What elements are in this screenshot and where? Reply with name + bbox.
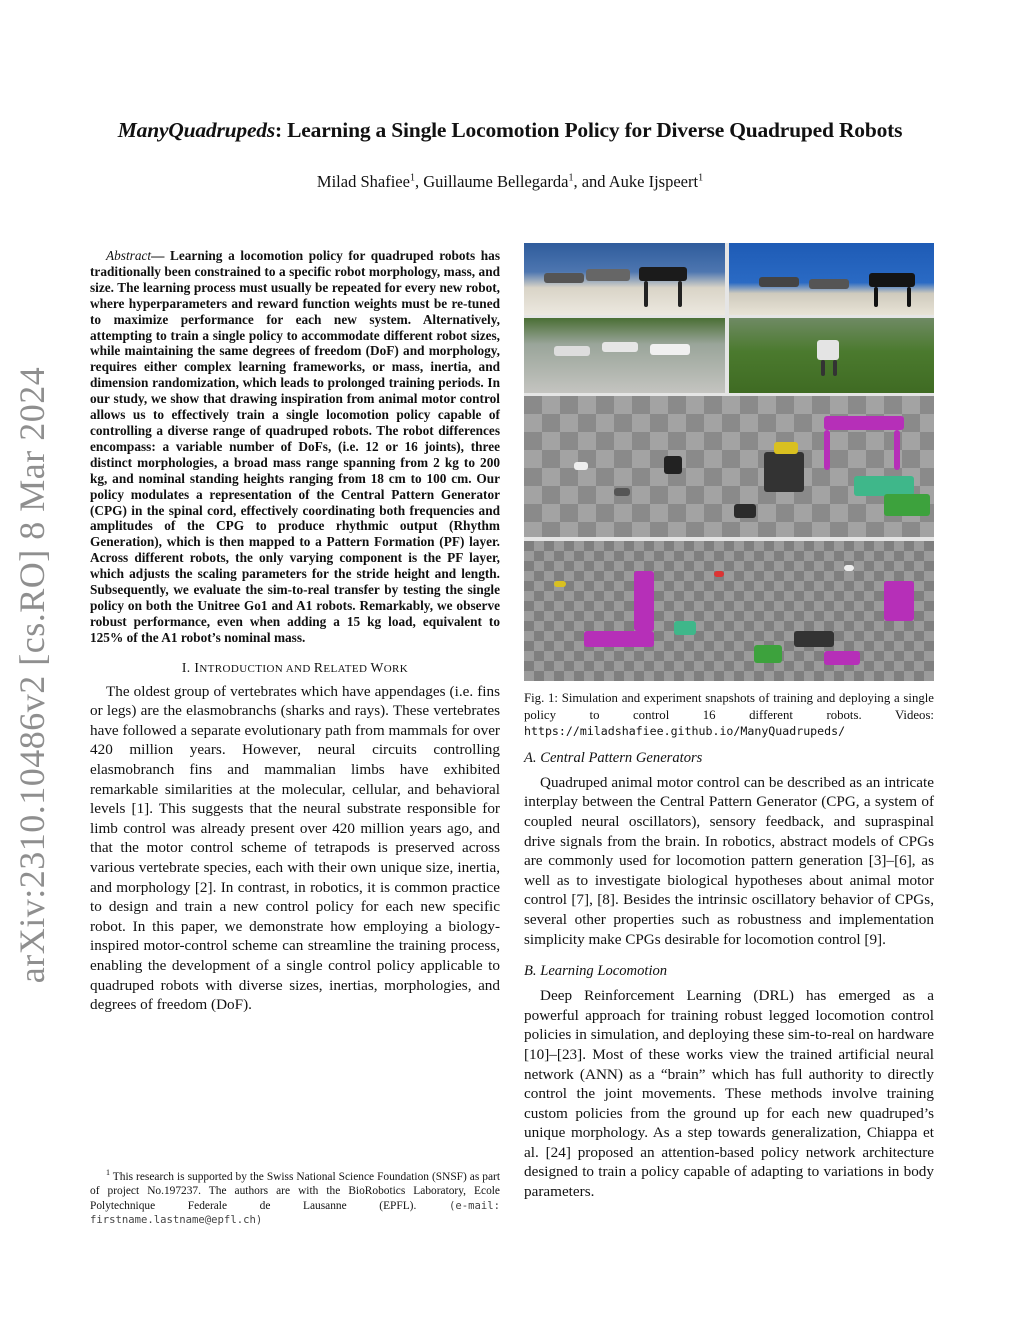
abstract-dash: — (151, 248, 170, 263)
subsection-heading-learning: B. Learning Locomotion (524, 963, 668, 980)
right-column (524, 243, 934, 1202)
title-rest: : Learning a Single Locomotion Policy for Diverse Quadruped Robots (275, 118, 903, 142)
author-3-affil: 1 (698, 172, 704, 184)
author-1-affil: 1 (409, 172, 415, 184)
heading-cap: I (194, 659, 200, 675)
author-2: Guillaume Bellegarda (423, 172, 569, 191)
cpg-paragraph: Quadruped animal motor control can be described as an intricate interplay between the Central Pattern Generator (CPG, a system of coupled neural oscillators), sensory feedback, and supraspinal drive signals from the brain. In robotics, abstract models of CPGs are commonly used for locomotion pattern generation [3]–[6], as well as to investigate biological hypotheses about animal motor control [7], [8]. Besides the intrinsic oscillatory behavior of CPGs, several other properties such as robustness and implementation simplicity make CPGs desirable for locomotion control [9]. (524, 773, 934, 948)
heading-cap: W (370, 659, 384, 675)
arxiv-stamp (2, 355, 62, 995)
footnote (90, 1166, 500, 1227)
caption-text: Fig. 1: Simulation and experiment snapshots of training and deploying a single policy to control 16 different robots. Videos: (524, 691, 934, 722)
author-3: Auke Ijspeert (608, 172, 699, 191)
intro-paragraph: The oldest group of vertebrates which have appendages (i.e. fins or legs) are the elasmobranchs (sharks and rays). These vertebrates have followed a separate evolutionary path from mammals for over 420 million years. However, neural circuits controlling elasmobranch fins and mammalian limbs have exhibited remarkable similarities at the molecular, cellular, and behavioral levels [1]. This suggests that the neural substrate responsible for limb control was already present over 420 million years ago, and that the motor control scheme of tetrapods is preserved across various vertebrate species, each with their own unique size, inertia, and morphology [2]. In contrast, in robotics, it is common practice to design and train a new control policy for each new specific robot. In this paper, we demonstrate how employing a biology-inspired motor-control scheme can streamline the training process, enabling the development of a single control policy applicable to quadruped robots with diverse sizes, inertias, morphologies, and degrees of freedom (DoF). (90, 682, 500, 1014)
footnote-text: This research is supported by the Swiss National Science Foundation (SNSF) as part of project No.197237. The authors are with the BioRobotics Laboratory, Ecole Polytechnique Federale de Lausanne (EPFL). (90, 1170, 500, 1212)
author-2-affil: 1 (568, 172, 574, 184)
sim-snapshot-closeup (524, 396, 934, 537)
abstract-lead: Abstract (106, 248, 152, 263)
photo-a1-lab (729, 243, 934, 315)
author-list (60, 172, 960, 192)
abstract-text: Learning a locomotion policy for quadruped robots has traditionally been constrained to a specific robot morphology, mass, and size. The learning process must usually be repeated for every new robot, where hyperparameters and reward function weights must be re-tuned to maximize performance for each new system. Alternatively, attempting to train a single policy to accommodate different robot sizes, while maintaining the same degrees of freedom (DoF) and morphology, requires either complex learning frameworks, or mass, inertia, and dimension randomization, which leads to prolonged training periods. In our study, we show that drawing inspiration from animal motor control allows us to effectively train a single locomotion policy capable of controlling a diverse range of quadruped robots. The robot differences encompass: a variable number of DoFs, (i.e. 12 or 16 joints), three distinct morphologies, a broad mass range spanning from 2 kg to 200 kg, and nominal standing heights ranging from 18 cm to 100 cm. Our policy modulates a representation of the Central Pattern Generator (CPG) in the spinal cord, effectively coordinating both frequencies and amplitudes of the CPG to produce rhythmic output (Rhythm Generation), which is then mapped to a Pattern Formation (PF) layer. Across different robots, the only varying component is the PF layer, which adjusts the scaling parameters for the stride height and length. Subsequently, we evaluate the sim-to-real transfer by testing the single policy on both the Unitree Go1 and A1 robots. Remarkably, we observe robust performance, even when adding a 15 kg load, equivalent to 125% of the A1 robot’s nominal mass. (90, 248, 501, 645)
caption-url[interactable]: https://miladshafiee.github.io/ManyQuadrupeds/ (524, 724, 846, 739)
photo-go1-lab (524, 243, 725, 315)
footnote-email: (e-mail: firstname.lastname@epfl.ch) (90, 1199, 500, 1227)
figure-caption (524, 690, 934, 740)
sim-snapshot-many-robots (524, 541, 934, 681)
subsection-heading-cpg: A. Central Pattern Generators (524, 749, 703, 766)
section-number: I. (181, 659, 195, 675)
author-sep: , (414, 172, 424, 191)
photo-outdoor-grass (729, 318, 934, 393)
heading-smallcaps: NTRODUCTION AND (199, 662, 314, 675)
author-1: Milad Shafiee (316, 172, 410, 191)
heading-cap: R (313, 659, 324, 675)
heading-smallcaps: ORK (383, 662, 409, 675)
title-italic: ManyQuadrupeds (117, 118, 276, 142)
learning-paragraph: Deep Reinforcement Learning (DRL) has emerged as a powerful approach for training robust legged locomotion control policies in simulation, and deploying these sim-to-real on hardware [10]–[23]. Most of these works view the trained artificial neural network (ANN) as a “brain” which has full authority to directly control the joint movements. These methods involve training custom policies from the ground up for each new quadruped’s unique morphology. As a step towards generalization, Chiappa et al. [24] proposed an attention-based policy network architecture designed to train a policy capable of adapting to variations in body parameters. (524, 987, 934, 1201)
heading-smallcaps: ELATED (323, 662, 371, 675)
paper-title (60, 118, 960, 143)
footnote-mark: 1 (106, 1168, 110, 1177)
arxiv-id: arXiv:2310.10486v2 [cs.RO] 8 Mar 2024 (12, 366, 53, 984)
abstract (90, 248, 500, 646)
figure-1 (524, 243, 934, 681)
section-heading-introduction (90, 660, 500, 676)
photo-outdoor-pavement (524, 318, 725, 393)
left-column (90, 248, 500, 1015)
author-sep: , and (573, 172, 609, 191)
